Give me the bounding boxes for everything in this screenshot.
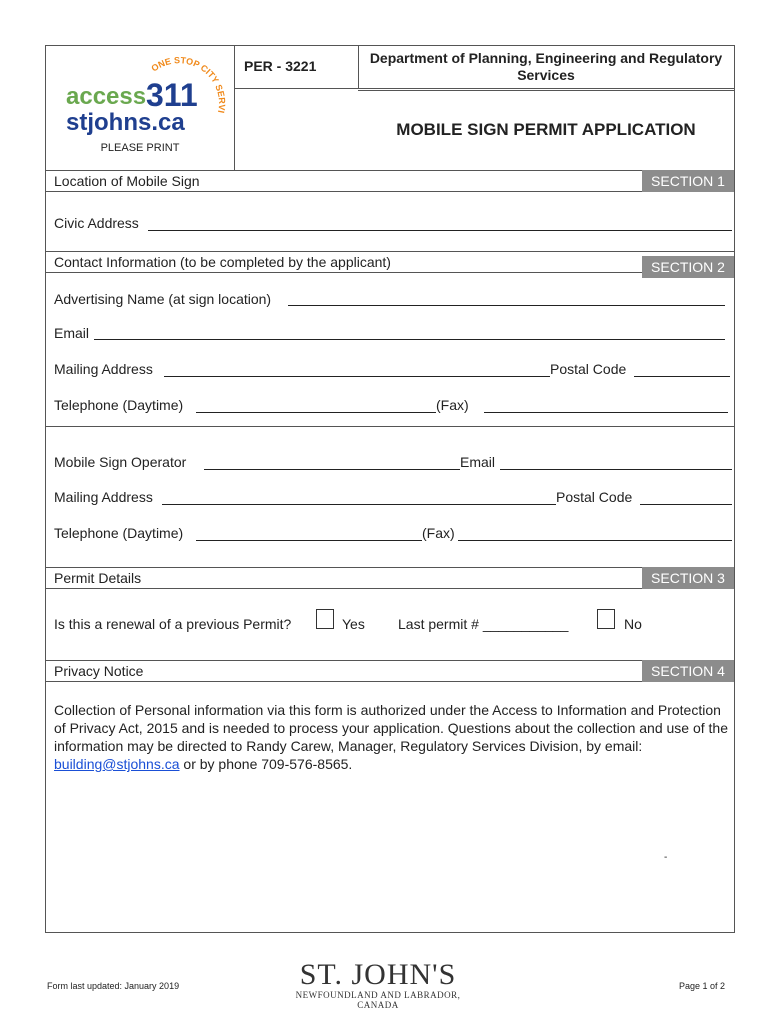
yes-checkbox[interactable] [316, 609, 334, 629]
form-header [46, 46, 734, 171]
telephone-label: Telephone (Daytime) [54, 397, 184, 413]
last-permit-label: Last permit # ___________ [398, 616, 569, 632]
operator-postal-field[interactable] [640, 504, 732, 505]
operator-email-field[interactable] [500, 469, 732, 470]
section4-bar [46, 660, 734, 682]
st-johns-wordmark: ST. JOHN'S [299, 958, 457, 991]
postal-code-label: Postal Code [550, 361, 627, 377]
privacy-text-2: or by phone 709-576-8565. [179, 756, 353, 772]
department-name: Department of Planning, Engineering and Regulatory Services [369, 50, 723, 83]
form-code: PER - 3221 [244, 58, 317, 74]
section1-tag: SECTION 1 [642, 170, 734, 192]
st-johns-subtitle: NEWFOUNDLAND AND LABRADOR, CANADA [295, 990, 461, 1010]
operator-mailing-field[interactable] [162, 504, 556, 505]
telephone-field[interactable] [196, 412, 436, 413]
operator-telephone-label: Telephone (Daytime) [54, 525, 184, 541]
mailing-address-field[interactable] [164, 376, 550, 377]
privacy-email-link[interactable]: building@stjohns.ca [54, 756, 180, 772]
page-number: Page 1 of 2 [678, 981, 725, 991]
email-field[interactable] [94, 339, 725, 340]
advertising-name-label: Advertising Name (at sign location) [54, 291, 272, 307]
fax-label: (Fax) [436, 397, 469, 413]
operator-divider [46, 426, 734, 427]
section3-label: Permit Details [54, 570, 142, 586]
advertising-name-field[interactable] [288, 305, 725, 306]
access311-logo [46, 46, 234, 142]
civic-address-field[interactable] [148, 230, 732, 231]
logo-area [46, 46, 235, 170]
operator-postal-label: Postal Code [556, 489, 633, 505]
email-label: Email [54, 325, 90, 341]
please-print: PLEASE PRINT [100, 142, 180, 154]
logo-word: access [66, 83, 147, 110]
section3-bar [46, 567, 734, 589]
operator-label: Mobile Sign Operator [54, 454, 187, 470]
form-code-box [234, 46, 359, 89]
fax-field[interactable] [484, 412, 728, 413]
logo-domain: stjohns.ca [66, 109, 185, 136]
logo-arc-text: ONE STOP CITY SERVI [149, 55, 228, 114]
section2-bar [46, 251, 734, 273]
section4-tag: SECTION 4 [642, 660, 734, 682]
header-rule [358, 88, 734, 91]
st-johns-logo [278, 960, 478, 1010]
operator-fax-label: (Fax) [422, 525, 455, 541]
logo-number: 311 [146, 77, 198, 113]
civic-address-label: Civic Address [54, 215, 139, 231]
form-title: MOBILE SIGN PERMIT APPLICATION [396, 120, 696, 139]
stray-mark: - [664, 852, 668, 863]
privacy-notice [54, 701, 730, 773]
mailing-address-label: Mailing Address [54, 361, 153, 377]
permit-form [45, 45, 735, 933]
section2-label: Contact Information (to be completed by the applicant) [54, 254, 391, 270]
operator-email-label: Email [460, 454, 496, 470]
section4-label: Privacy Notice [54, 663, 144, 679]
section1-label: Location of Mobile Sign [54, 173, 200, 189]
renewal-question: Is this a renewal of a previous Permit? [54, 616, 292, 632]
section3-tag: SECTION 3 [642, 567, 734, 589]
section2-tag: SECTION 2 [642, 256, 734, 278]
postal-code-field[interactable] [634, 376, 730, 377]
operator-mailing-label: Mailing Address [54, 489, 153, 505]
operator-field[interactable] [204, 469, 460, 470]
operator-telephone-field[interactable] [196, 540, 422, 541]
no-checkbox[interactable] [597, 609, 615, 629]
operator-fax-field[interactable] [458, 540, 732, 541]
section1-bar [46, 170, 734, 192]
privacy-text-1: Collection of Personal information via this form is authorized under the Access to Information and Protection of Privacy Act, 2015 and is needed to process your application. Questions about the collection and use of the information may be directed to Randy Carew, Manager, Regulatory Services Division, by email: [54, 702, 728, 754]
form-updated: Form last updated: January 2019 [47, 981, 180, 991]
yes-label: Yes [342, 616, 365, 632]
no-label: No [624, 616, 642, 632]
